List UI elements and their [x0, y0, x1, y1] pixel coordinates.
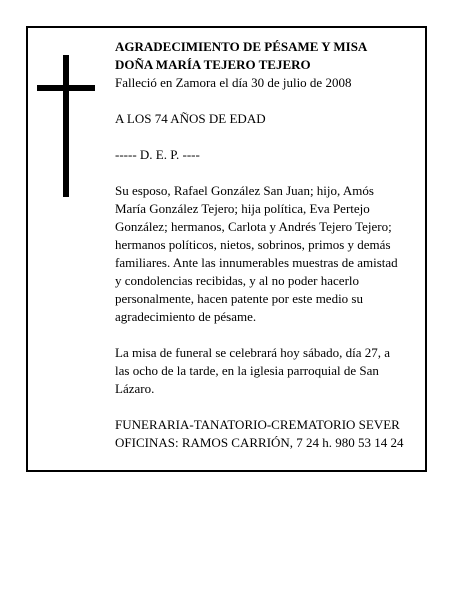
family-line: María González Tejero; hija política, Eva Pertejo [115, 201, 370, 216]
mass-line: las ocho de la tarde, en la iglesia parroquial de San [115, 363, 379, 378]
rip-line: ----- D. E. P. ---- [115, 147, 200, 162]
funeral-home-line: FUNERARIA-TANATORIO-CREMATORIO SEVER [115, 417, 400, 432]
age-line: A LOS 74 AÑOS DE EDAD [115, 111, 266, 126]
notice-title-line-1: AGRADECIMIENTO DE PÉSAME Y MISA [115, 39, 368, 54]
cross-vertical-bar [63, 55, 69, 197]
notice-title-line-2: DOÑA MARÍA TEJERO TEJERO [115, 57, 311, 72]
mass-paragraph [115, 344, 425, 398]
family-paragraph [115, 182, 425, 326]
cross-horizontal-bar [37, 85, 95, 91]
offices-line: OFICINAS: RAMOS CARRIÓN, 7 24 h. 980 53 14 24 [115, 435, 404, 450]
family-line: hermanos políticos, nietos, sobrinos, primos y demás [115, 237, 391, 252]
family-line: familiares. Ante las innumerables muestras de amistad [115, 255, 398, 270]
family-line: y condolencias recibidas, y al no poder hacerlo [115, 273, 360, 288]
family-line: agradecimiento de pésame. [115, 309, 257, 324]
death-date-line: Falleció en Zamora el día 30 de julio de 2008 [115, 75, 352, 90]
obituary-text [115, 38, 425, 452]
family-line: González; hermanos, Carlota y Andrés Tejero Tejero; [115, 219, 392, 234]
family-line: personalmente, hacen patente por este medio su [115, 291, 363, 306]
family-line: Su esposo, Rafael González San Juan; hijo, Amós [115, 183, 374, 198]
mass-line: La misa de funeral se celebrará hoy sábado, día 27, a [115, 345, 391, 360]
mass-line: Lázaro. [115, 381, 155, 396]
